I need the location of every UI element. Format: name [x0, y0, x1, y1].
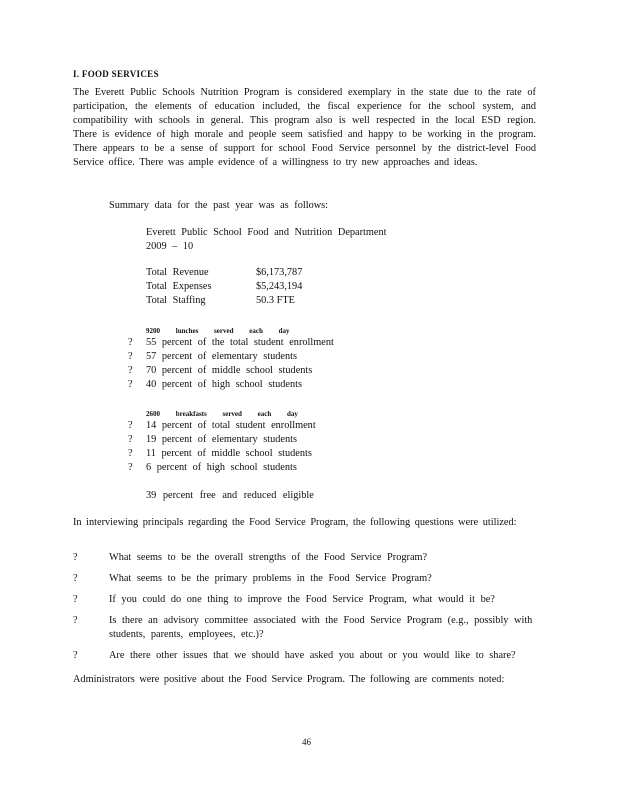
list-item [128, 378, 334, 392]
bullet-mark: ? [128, 351, 133, 362]
list-item [128, 461, 316, 475]
totals-label: Total Revenue [146, 267, 209, 278]
bullet-mark: ? [128, 434, 133, 445]
bullet-mark: ? [128, 420, 133, 431]
question-text: What seems to be the primary problems in the Food Service Program? [109, 573, 432, 584]
list-item [128, 336, 334, 350]
list-item [128, 419, 316, 433]
list-item [128, 350, 334, 364]
bullet-mark: ? [73, 552, 78, 563]
department-year: 2009 – 10 [146, 241, 194, 252]
totals-label: Total Staffing [146, 295, 206, 306]
intro-paragraph: The Everett Public Schools Nutrition Program is considered exemplary in the state due to the rate of participation, the elements of education included, the fiscal experience for the school system, and compatibility with schools in general. This program also is well respected in the local ESD region. There is evidence of high morale and people seem satisfied and happy to be working in the program. There appears to be a sense of support for school Food Service personnel by the district-level Food Service office. There was ample evidence of a willingness to try new approaches and ideas. [73, 87, 536, 168]
list-item [128, 433, 316, 447]
totals-row [146, 280, 302, 294]
totals-table [146, 266, 302, 308]
bullet-mark: ? [73, 594, 78, 605]
interview-intro: In interviewing principals regarding the Food Service Program, the following questions were utilized: [73, 517, 517, 528]
question-text: If you could do one thing to improve the Food Service Program, what would it be? [109, 594, 495, 605]
interview-questions [73, 551, 533, 670]
bullet-mark: ? [73, 615, 78, 626]
list-item-text: 14 percent of total student enrollment [146, 420, 316, 431]
question-item [73, 614, 533, 642]
list-item-text: 70 percent of middle school students [146, 365, 313, 376]
bullet-mark: ? [73, 573, 78, 584]
list-item-text: 11 percent of middle school students [146, 448, 312, 459]
question-item [73, 572, 533, 586]
totals-row [146, 266, 302, 280]
list-item-text: 57 percent of elementary students [146, 351, 297, 362]
list-item-text: 6 percent of high school students [146, 462, 297, 473]
question-text: What seems to be the overall strengths of the Food Service Program? [109, 552, 428, 563]
totals-value: $5,243,194 [256, 281, 303, 292]
bullet-mark: ? [128, 365, 133, 376]
bullet-mark: ? [128, 379, 133, 390]
totals-row [146, 294, 302, 308]
admin-paragraph: Administrators were positive about the Food Service Program. The following are comments noted: [73, 674, 505, 685]
lunches-heading: 9200 lunches served each day [146, 327, 290, 335]
question-text: Is there an advisory committee associated with the Food Service Program (e.g., possibly with students, parents, employees, etc.)? [109, 615, 533, 640]
eligibility-line: 39 percent free and reduced eligible [146, 490, 314, 501]
bullet-mark: ? [128, 462, 133, 473]
breakfasts-list [128, 419, 316, 475]
totals-value: 50.3 FTE [256, 295, 295, 306]
section-heading: I. FOOD SERVICES [73, 69, 159, 79]
page-number: 46 [302, 737, 311, 747]
department-name: Everett Public School Food and Nutrition Department [146, 227, 387, 238]
bullet-mark: ? [128, 337, 133, 348]
totals-value: $6,173,787 [256, 267, 303, 278]
list-item-text: 55 percent of the total student enrollment [146, 337, 334, 348]
lunches-list [128, 336, 334, 392]
summary-intro: Summary data for the past year was as follows: [109, 200, 329, 211]
breakfasts-heading: 2600 breakfasts served each day [146, 410, 298, 418]
question-item [73, 551, 533, 565]
bullet-mark: ? [128, 448, 133, 459]
totals-label: Total Expenses [146, 281, 212, 292]
bullet-mark: ? [73, 650, 78, 661]
list-item-text: 40 percent of high school students [146, 379, 302, 390]
list-item [128, 364, 334, 378]
department-block [146, 226, 387, 254]
list-item [128, 447, 316, 461]
list-item-text: 19 percent of elementary students [146, 434, 297, 445]
question-text: Are there other issues that we should have asked you about or you would like to share? [109, 650, 516, 661]
question-item [73, 649, 533, 663]
question-item [73, 593, 533, 607]
